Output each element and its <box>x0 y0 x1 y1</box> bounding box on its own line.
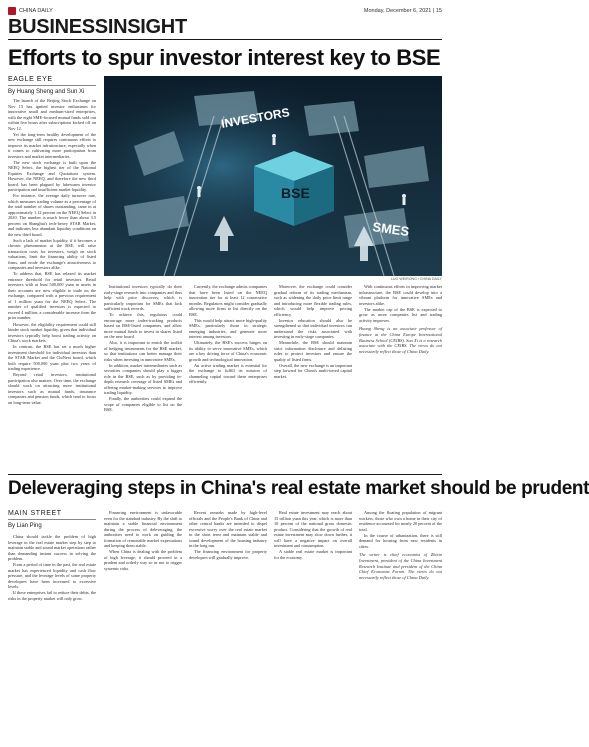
article1-column-5 <box>359 284 442 470</box>
paragraph: If these enterprises fail to reduce their debts, the risks in the property market will only grow. <box>8 590 96 601</box>
author-bio: Huang Sheng is an associate professor of finance at the China Europe International Business School (CEIBS). Sun Xi is a research associate with the CEIBS. The views do not necessarily reflect those of China Daily. <box>359 326 442 354</box>
article2-column-header <box>8 510 96 529</box>
article2-column-1 <box>8 534 96 740</box>
paragraph: Beyond retail investors, institutional participation also matters. Over time, the exchange should work on attracting more institutional investors such as mutual funds, insurance companies and pension funds, which tend to focus on long-term value. <box>8 372 96 405</box>
article2-column-3 <box>189 510 267 740</box>
paper-name: CHINA DAILY <box>19 8 53 14</box>
author-bio: The writer is chief economist of Zhixin Investment, president of the China Investment Research Institute and president of the China Chief Economist Forum. The views do not necessarily reflect those of China Daily. <box>359 552 442 580</box>
paragraph: Institutional investors typically do their early-stage research into companies and thus help with price discovery, which is particularly important for SMEs that lack sufficient track records. <box>104 284 182 311</box>
page-number: 15 <box>435 8 442 14</box>
paragraph: Financing environment is unfavorable even for the standard industry. By the shift to maintain a stable financial environment during the process of deleveraging, the authorities need to work on guiding the formation of reasonable market expectations and keeping them stable. <box>104 510 182 548</box>
article1-column-1 <box>8 98 96 470</box>
article1-column-4 <box>274 284 352 470</box>
paragraph: An active trading market is essential for the exchange to fulfill its mission of channeling capital toward these enterprises efficiently. <box>189 362 267 385</box>
paragraph: Investor education should also be strengthened so that individual investors can understand the risks associated with investing in early-stage companies. <box>274 317 352 340</box>
paragraph: A stable real estate market is important for the economy. <box>274 549 352 560</box>
article2-column-4 <box>274 510 352 740</box>
illustration-label-smes: SMES <box>371 219 411 240</box>
column-label: EAGLE EYE <box>8 76 96 86</box>
article2-headline: Deleveraging steps in China's real estate market should be prudent <box>8 478 589 499</box>
paragraph: Such a lack of market liquidity, if it becomes a chronic phenomenon at the BSE, will raise transaction costs for investors, weigh on stock valuations, limit the financing ability of listed firms, and erode the exchange's attractiveness to companies and investors alike. <box>8 237 96 271</box>
article1-byline: By Huang Sheng and Sun Xi <box>8 89 85 95</box>
paragraph: Ultimately, the BSE's success hinges on its ability to serve innovative SMEs, which are a key driving force of China's economic growth and technological innovation. <box>189 340 267 362</box>
page-topbar <box>8 6 442 16</box>
column-label: MAIN STREET <box>8 510 96 520</box>
article1-column-3 <box>189 284 267 470</box>
masthead-right: Monday, December 6, 2021 | 15 <box>363 8 442 14</box>
article1-headline: Efforts to spur investor interest key to BSE <box>8 45 441 70</box>
article1-illustration <box>104 76 442 276</box>
paragraph: From a period of time in the past, the real estate market has experienced liquidity and cash flow pressure, and the leverage levels of some property developers have been increased to excessive levels. <box>8 562 96 590</box>
paragraph: Recent remarks made by high-level officials and the People's Bank of China and other central banks are intended to dispel excessive worry over the real estate market in the short term and maintain stable and sound development of the housing industry in the long run. <box>189 510 267 548</box>
illustration-credit: LUO WEIRONG / CHINA DAILY <box>390 277 442 281</box>
paragraph: Overall, the new exchange is an important step forward for China's multi-tiered capital market. <box>274 362 352 379</box>
paragraph: To achieve this, regulators could encourage more index-tracking products based on BSE-listed companies, and allow more mutual funds to invest in shares listed on the new board. <box>104 312 182 340</box>
paragraph: The market cap of the BSE is expected to grow as more companies list and trading activity improves. <box>359 306 442 323</box>
paragraph: China should tackle the problem of high leverage in the real estate market step by step to maintain stable and sound market operations rather than demanding instant success in solving the problem. <box>8 534 96 561</box>
masthead-left <box>8 7 53 15</box>
article2-column-5 <box>359 510 442 740</box>
paragraph: Finally, the authorities could expand the scope of companies eligible to list on the BSE. <box>104 396 182 413</box>
china-daily-logo-icon <box>8 7 16 15</box>
paragraph: In contrast, the BSE has set a much higher investment threshold for individual investors than the STAR Market and the ChiNext board, which both require 500,000 yuan plus two years of trading experience. <box>8 344 96 372</box>
article2-byline: By Lian Ping <box>8 523 42 529</box>
article2-column-2 <box>104 510 182 740</box>
illustration-artwork <box>104 76 442 276</box>
paragraph: Among the floating population of migrant workers, those who own a home in their city of residence accounted for nearly 20 percent of the total. <box>359 510 442 532</box>
paragraph: The financing environment for property developers will gradually improve. <box>189 549 267 560</box>
paragraph: Currently, the exchange admits companies that have been listed on the NEEQ innovation tier for at least 12 consecutive months. Regulators might consider gradually allowing more firms to list directly on the BSE. <box>189 284 267 317</box>
issue-date: Monday, December 6, 2021 <box>363 8 432 14</box>
paragraph: With continuous efforts in improving market infrastructure, the BSE could develop into a vibrant platform for innovative SMEs and investors alike. <box>359 284 442 306</box>
illustration-label-investors: INVESTORS <box>220 105 291 131</box>
article1-column-header <box>8 76 96 97</box>
paragraph: Real estate investment may reach about 15 trillion yuan this year, which is more than 10 percent of the national gross domestic product. Considering that the growth of real estate investment may slow down further, it will have a negative impact on overall investment and consumption. <box>274 510 352 548</box>
section-header <box>8 18 442 40</box>
paragraph: The new stock exchange is built upon the NEEQ Select, the highest tier of the National Equities Exchange and Quotations system. However, the NEEQ, and therefore the new third board, has been plagued by lukewarm investor participation and insufficient market liquidity. <box>8 159 96 193</box>
paragraph: Moreover, the exchange could consider gradual reform of its trading mechanism, such as widening the daily price limit range and introducing more flexible trading rules, which would help improve pricing efficiency. <box>274 284 352 317</box>
paragraph: This would help attract more high-quality SMEs, particularly those in strategic emerging industries, and generate more interest among investors. <box>189 317 267 340</box>
paragraph: Also, it is important to enrich the toolkit of hedging instruments for the BSE market, so that institutions can better manage their risks when investing in innovative SMEs. <box>104 340 182 362</box>
section-title: BUSINESSINSIGHT <box>8 16 187 38</box>
paragraph: Meanwhile, the BSE should maintain strict information disclosure and delisting rules to protect investors and ensure the quality of listed firms. <box>274 340 352 362</box>
paragraph: In the course of urbanization, there is still demand for housing from new residents in cities. <box>359 532 442 549</box>
paragraph: Yet the long-term healthy development of the new exchange still requires continuous efforts to improve its market infrastructure, especially when it comes to cultivating more participation from investors and market intermediaries. <box>8 131 96 159</box>
paragraph: However, the eligibility requirement could still hinder stock market liquidity, given that individual investors typically help boost trading activity on China's stock markets. <box>8 321 96 344</box>
article1-column-2 <box>104 284 182 470</box>
paragraph: In addition, market intermediaries such as securities companies should play a bigger role in the BSE, such as by providing in-depth research coverage of listed SMEs and offering market-making services to improve trading liquidity. <box>104 362 182 396</box>
paragraph: When China is dealing with the problem of high leverage, it should proceed in a prudent and orderly way so as not to trigger systemic risks. <box>104 549 182 571</box>
illustration-label-bse: BSE <box>281 185 310 201</box>
paragraph: To address that, BSE has relaxed its market entrance threshold for retail investors. Retail investors with at least 500,000 yuan in assets in their accounts are now eligible to trade on the exchange, compared with a previous requirement of 1 million yuan for the NEEQ Select. The number of qualified investors is expected to exceed 4 million, a considerable increase from the prior number. <box>8 271 96 321</box>
paragraph: The launch of the Beijing Stock Exchange on Nov 15 has ignited investor enthusiasm for innovative small and medium-sized enterprises, with the eight SME-focused mutual funds sold out within five hours after subscriptions kicked off on Nov 12. <box>8 98 96 131</box>
article-divider <box>8 474 442 475</box>
paragraph: For instance, the average daily turnover rate, which measures trading volume as a percentage of the total number of shares outstanding, came in at approximately 1.12 percent on the NEEQ Select in 2020. The number is much lower than about 3.5 percent on Shanghai's tech-heavy STAR Market, and indicates less abundant liquidity conditions on the new third board. <box>8 193 96 237</box>
